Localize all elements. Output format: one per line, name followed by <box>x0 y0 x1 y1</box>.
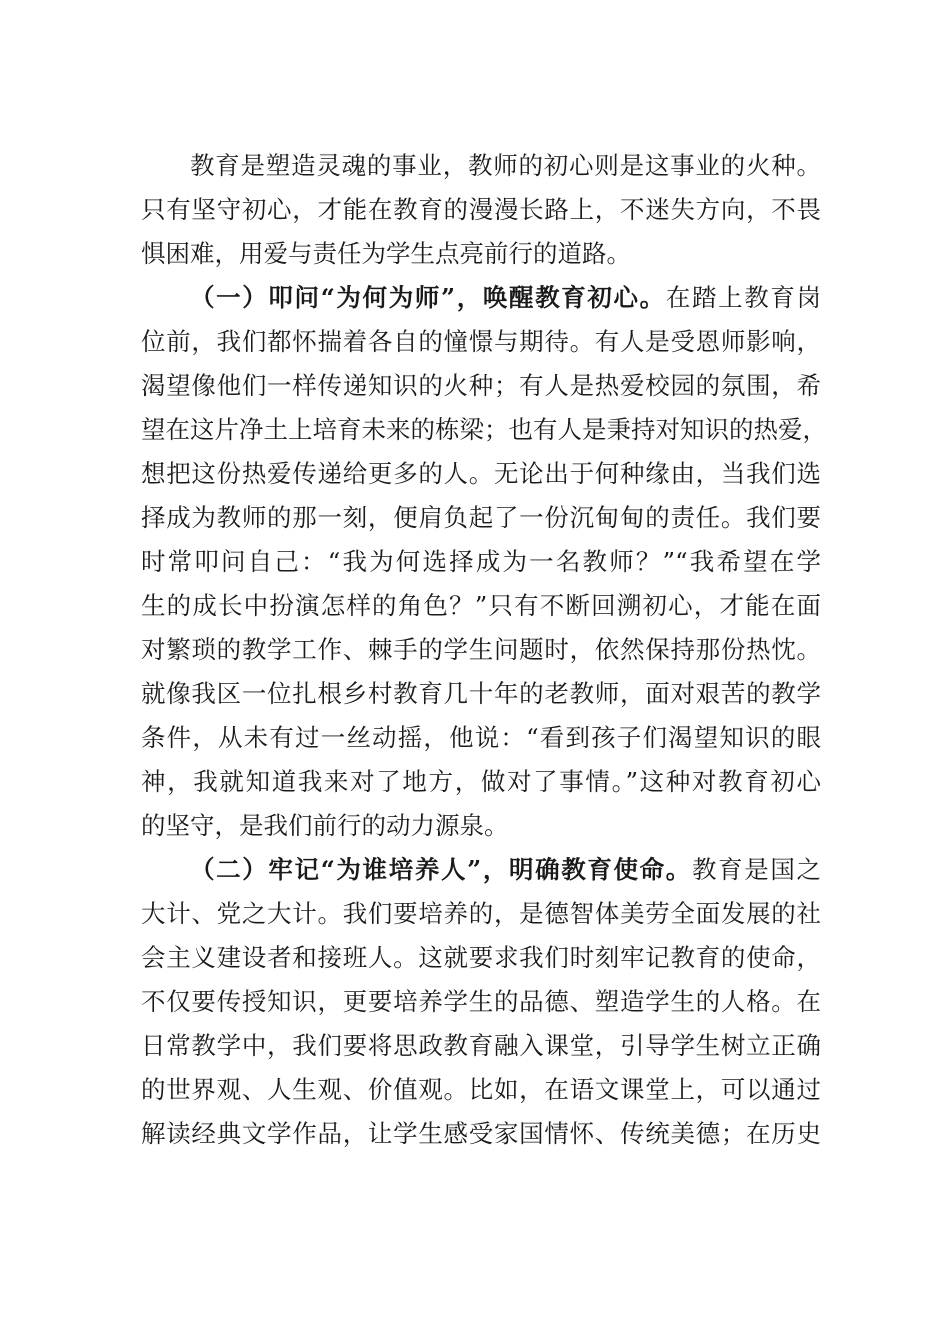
paragraph-first-line <box>141 276 821 320</box>
paragraph-line: 大计、党之大计。我们要培养的，是德智体美劳全面发展的社 <box>141 899 821 928</box>
paragraph-line: 教育是塑造灵魂的事业，教师的初心则是这事业的火种。 <box>190 151 821 180</box>
paragraph-line: 的坚守，是我们前行的动力源泉。 <box>141 811 509 840</box>
paragraph-line: 日常教学中，我们要将思政教育融入课堂，引导学生树立正确 <box>141 1031 821 1060</box>
section-2-heading: （二）牢记“为谁培养人”，明确教育使命。 <box>190 855 692 884</box>
paragraph-text: 在踏上教育岗 <box>665 283 822 312</box>
paragraph-line: 不仅要传授知识，更要培养学生的品德、塑造学生的人格。在 <box>141 987 821 1016</box>
paragraph-line: 就像我区一位扎根乡村教育几十年的老教师，面对艰苦的教学 <box>141 679 821 708</box>
paragraph-line: 位前，我们都怀揣着各自的憧憬与期待。有人是受恩师影响， <box>141 327 821 356</box>
paragraph-line: 择成为教师的那一刻，便肩负起了一份沉甸甸的责任。我们要 <box>141 503 821 532</box>
paragraph-line: 时常叩问自己：“我为何选择成为一名教师？”“我希望在学 <box>141 547 821 576</box>
intro-paragraph <box>141 144 821 276</box>
paragraph-line: 渴望像他们一样传递知识的火种；有人是热爱校园的氛围，希 <box>141 371 821 400</box>
paragraph-line: 只有坚守初心，才能在教育的漫漫长路上，不迷失方向，不畏 <box>141 195 821 224</box>
paragraph-line: 条件，从未有过一丝动摇，他说：“看到孩子们渴望知识的眼 <box>141 723 821 752</box>
paragraph-line: 望在这片净土上培育未来的栋梁；也有人是秉持对知识的热爱， <box>141 415 827 444</box>
paragraph-line: 的世界观、人生观、价值观。比如，在语文课堂上，可以通过 <box>141 1075 821 1104</box>
section-1-heading: （一）叩问“为何为师”，唤醒教育初心。 <box>190 283 666 312</box>
paragraph-line: 解读经典文学作品，让学生感受家国情怀、传统美德；在历史 <box>141 1119 821 1148</box>
paragraph-line: 神，我就知道我来对了地方，做对了事情。”这种对教育初心 <box>141 767 821 796</box>
paragraph-text: 教育是国之 <box>691 855 822 884</box>
paragraph-line: 对繁琐的教学工作、棘手的学生问题时，依然保持那份热忱。 <box>141 635 821 664</box>
paragraph-line: 想把这份热爱传递给更多的人。无论出于何种缘由，当我们选 <box>141 459 821 488</box>
paragraph-line: 生的成长中扮演怎样的角色？”只有不断回溯初心，才能在面 <box>141 591 821 620</box>
paragraph-line: 会主义建设者和接班人。这就要求我们时刻牢记教育的使命， <box>141 943 821 972</box>
paragraph-line: 惧困难，用爱与责任为学生点亮前行的道路。 <box>141 239 631 268</box>
section-1-paragraph <box>141 276 827 848</box>
document-body <box>141 144 827 1156</box>
paragraph-first-line <box>141 848 821 892</box>
section-2-paragraph <box>141 848 821 1156</box>
